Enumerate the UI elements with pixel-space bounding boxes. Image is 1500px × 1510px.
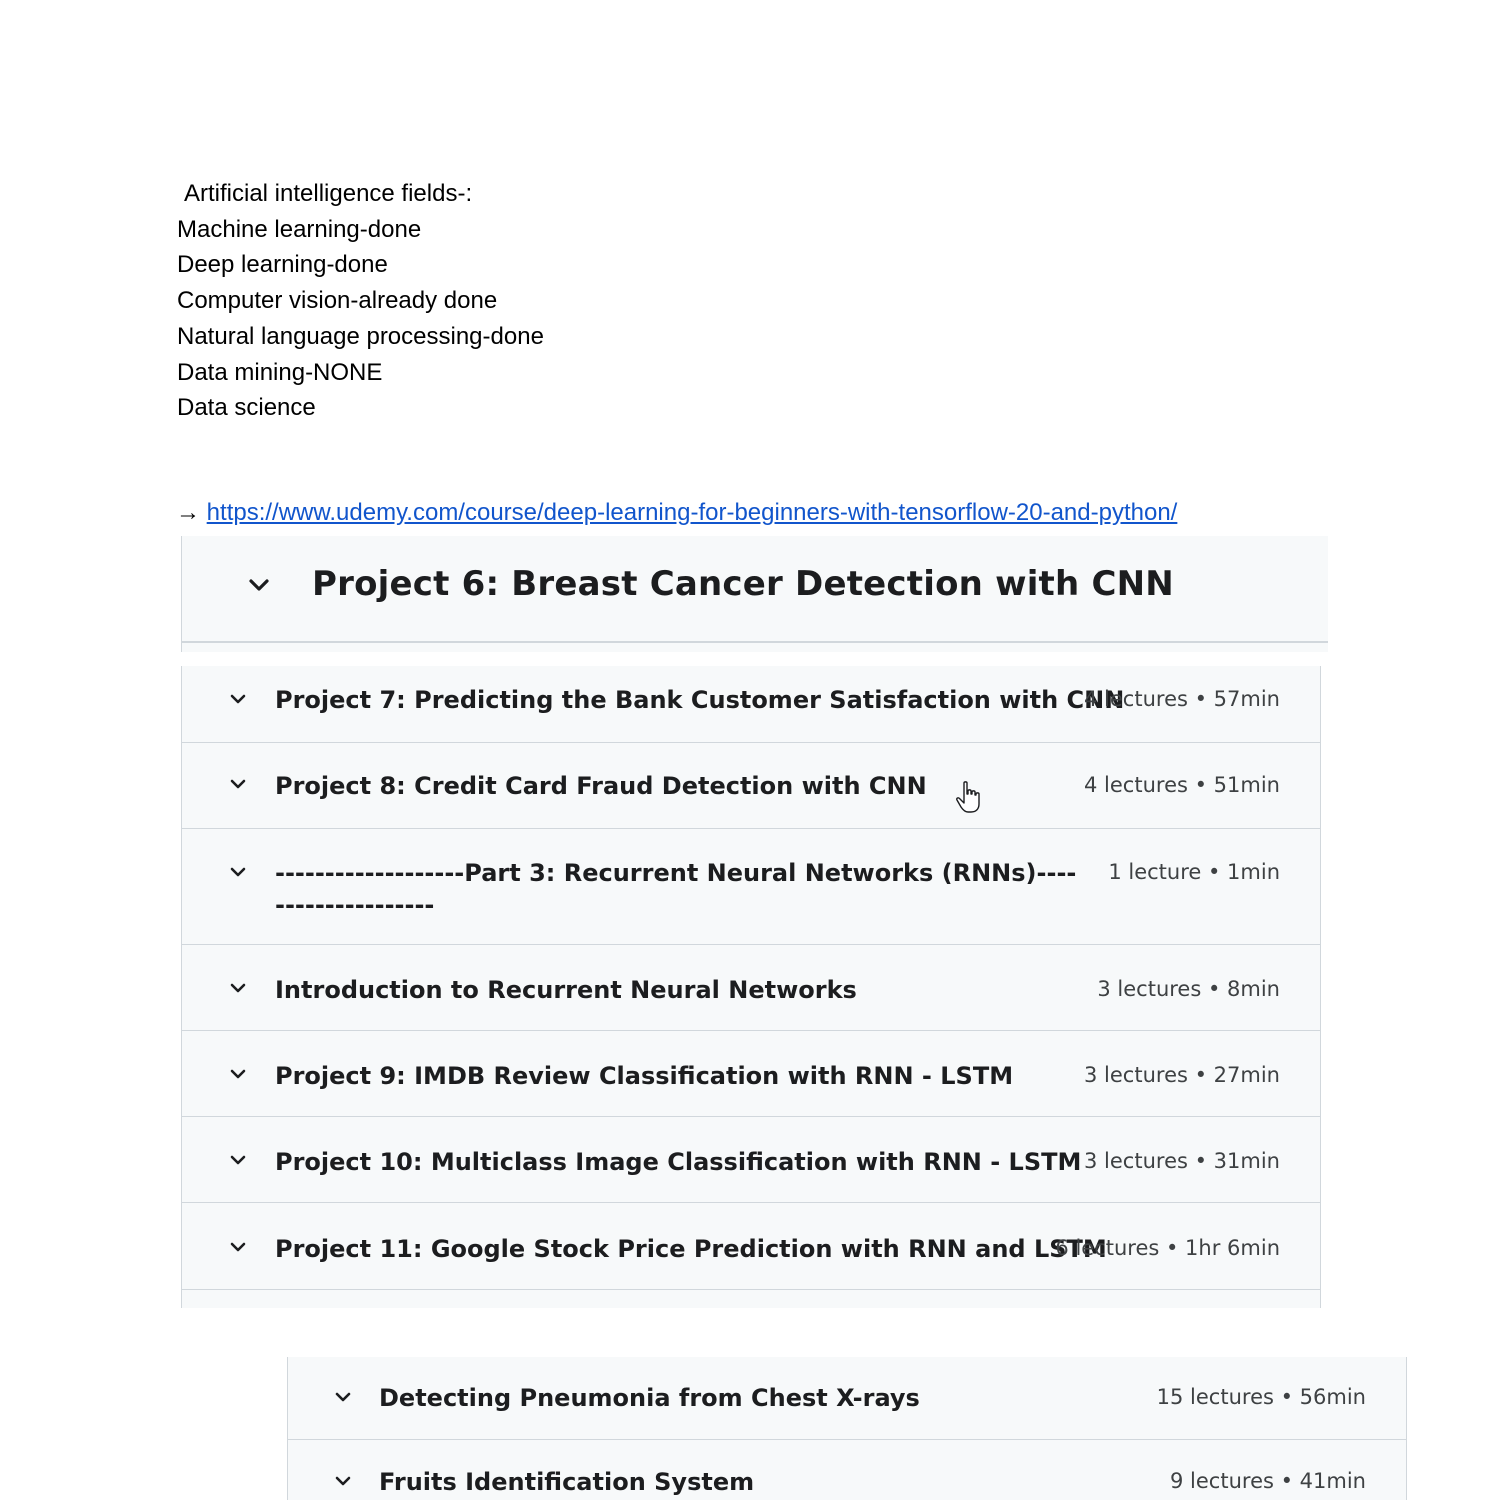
notes-item: Data science: [177, 394, 316, 422]
section-meta: 6 lectures • 1hr 6min: [1055, 1236, 1280, 1260]
curriculum-section[interactable]: [182, 1117, 1320, 1203]
notes-item: Machine learning-done: [177, 215, 422, 243]
section-title: Introduction to Recurrent Neural Networks: [275, 976, 857, 1004]
curriculum-section[interactable]: [182, 1203, 1320, 1290]
notes-item: Data mining-NONE: [177, 358, 383, 386]
section-title: Project 10: Multiclass Image Classification with RNN - LSTM: [275, 1148, 1082, 1176]
section-meta: 4 lectures • 51min: [1084, 773, 1280, 797]
hand-cursor-icon: [955, 780, 981, 814]
chevron-down-icon[interactable]: [229, 863, 247, 881]
notes-block: [177, 176, 544, 426]
chevron-down-icon[interactable]: [248, 574, 270, 596]
section-title[interactable]: Project 6: Breast Cancer Detection with CNN: [312, 564, 1174, 604]
notes-item: Computer vision-already done: [177, 287, 498, 315]
chevron-down-icon[interactable]: [229, 1151, 247, 1169]
curriculum-panel: [181, 666, 1321, 1308]
chevron-down-icon[interactable]: [334, 1388, 352, 1406]
notes-heading: Artificial intelligence fields-:: [184, 180, 473, 207]
curriculum-section[interactable]: [182, 945, 1320, 1031]
section-title: Project 11: Google Stock Price Prediction with RNN and LSTM: [275, 1235, 1107, 1263]
section-title: Project 8: Credit Card Fraud Detection with CNN: [275, 772, 927, 800]
section-title: Project 9: IMDB Review Classification with RNN - LSTM: [275, 1062, 1014, 1090]
chevron-down-icon[interactable]: [229, 1065, 247, 1083]
chevron-down-icon[interactable]: [229, 979, 247, 997]
curriculum-section[interactable]: [182, 743, 1320, 829]
section-meta: 9 lectures • 41min: [1170, 1469, 1366, 1493]
chevron-down-icon[interactable]: [229, 1238, 247, 1256]
curriculum-section[interactable]: [288, 1357, 1406, 1440]
course-link-line: [176, 497, 1177, 529]
course-link[interactable]: https://www.udemy.com/course/deep-learning-for-beginners-with-tensorflow-20-and-python/: [206, 499, 1178, 526]
arrow-icon: →: [176, 499, 200, 526]
section-title: Fruits Identification System: [379, 1468, 755, 1496]
section-meta: 1 lecture • 1min: [1108, 860, 1280, 884]
chevron-down-icon[interactable]: [334, 1472, 352, 1490]
chevron-down-icon[interactable]: [229, 775, 247, 793]
section-meta: 15 lectures • 56min: [1156, 1385, 1366, 1409]
curriculum-section[interactable]: [182, 1031, 1320, 1117]
section-header-panel: [181, 536, 1328, 652]
section-meta: 3 lectures • 31min: [1084, 1149, 1280, 1173]
section-title: Project 7: Predicting the Bank Customer Satisfaction with CNN: [275, 686, 1125, 714]
notes-item: Natural language processing-done: [177, 322, 544, 350]
notes-item: Deep learning-done: [177, 251, 388, 279]
curriculum-section[interactable]: [182, 666, 1320, 743]
chevron-down-icon[interactable]: [229, 690, 247, 708]
curriculum-section[interactable]: [182, 829, 1320, 945]
section-meta: 3 lectures • 8min: [1097, 977, 1280, 1001]
curriculum-panel-secondary: [287, 1357, 1407, 1500]
section-title: -------------------Part 3: Recurrent Neural Networks (RNNs)--------------------: [275, 859, 1077, 919]
section-title: Detecting Pneumonia from Chest X-rays: [379, 1384, 920, 1412]
section-meta: 3 lectures • 27min: [1084, 1063, 1280, 1087]
section-meta: 4 lectures • 57min: [1084, 687, 1280, 711]
